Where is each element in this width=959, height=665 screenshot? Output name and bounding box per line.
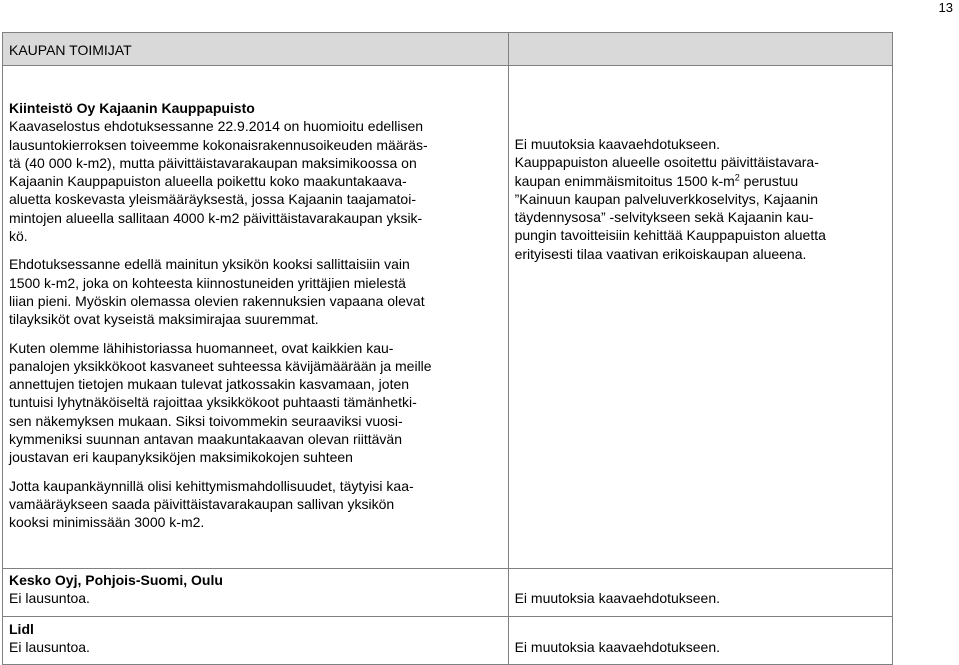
response-text: Kauppapuiston alueelle osoitettu päivittäistavara- kaupan enimmäismitoitus 1500 $k-m^2$ perustuu ”Kainuun kaupan palveluverkkoselvitys, Kajaanin täydennysosa” -selvitykseen sekä Kajaanin kau- pungin tavoitteisiin kehittää Kauppapuiston aluetta erityisesti tilaa vaativan erikoiskaupan alueena. bbox=[514, 154, 826, 262]
response-cell bbox=[508, 66, 892, 569]
comments-table bbox=[2, 32, 893, 665]
section-header-left bbox=[3, 33, 509, 66]
response-title: Ei muutoksia kaavaehdotukseen. bbox=[514, 639, 721, 655]
section-header-title: KAUPAN TOIMIJAT bbox=[9, 42, 132, 58]
table-row-lidl bbox=[3, 617, 893, 665]
page-number: 13 bbox=[938, 0, 953, 15]
statement-cell bbox=[3, 569, 509, 617]
statement-cell bbox=[3, 66, 509, 569]
response-title: Ei muutoksia kaavaehdotukseen. bbox=[514, 590, 721, 606]
table-row-kauppapuisto bbox=[3, 66, 893, 569]
org-name: Lidl bbox=[9, 621, 34, 637]
statement-paragraph-4: Jotta kaupankäynnillä olisi kehittymismahdollisuudet, täytyisi kaa- vamääräykseen saada päivittäistavarakaupan sallivan yksikön kooksi minimissään 3000 k-m2. bbox=[9, 477, 414, 531]
statement-text: Ei lausuntoa. bbox=[9, 590, 90, 607]
statement-paragraph-3: Kuten olemme lähihistoriassa huomanneet, ovat kaikkien kau- panalojen yksikkökoot kasvaneet suhteessa kävijämäärään ja meille annettujen tietojen mukaan tulevat jatkossakin kasvamaan, joten tuntuisi lyhytnäköiseltä rajoittaa yksikkökoot puhtaasti tämänhetki- sen näkemyksen mukaan. Siksi toivommekin seuraaviksi vuosi- kymmeniksi suunnan antavan maakuntakaavan olevan riittävän joustavan eri kaupanyksiköjen maksimikokojen suhteen bbox=[9, 339, 432, 466]
org-name: Kesko Oyj, Pohjois-Suomi, Oulu bbox=[9, 572, 223, 588]
statement-text: Ei lausuntoa. bbox=[9, 639, 90, 656]
statement-cell bbox=[3, 617, 509, 665]
statement-paragraph-1: Kaavaselostus ehdotuksessanne 22.9.2014 on huomioitu edellisen lausuntokierroksen toiveemme kokonaisrakennusoikeuden määräs- tä (40 000 k-m2), mutta päivittäistavarakaupan maksimikoossa on Kajaanin Kauppapuiston alueella poikettu koko maakuntakaava- aluetta koskevasta yleismääräyksestä, jossa Kajaanin taajamatoi- mintojen alueella sallitaan 4000 k-m2 päivittäistavarakaupan yksik- kö. bbox=[9, 118, 428, 245]
response-title: Ei muutoksia kaavaehdotukseen. bbox=[514, 136, 721, 152]
org-name: Kiinteistö Oy Kajaanin Kauppapuisto bbox=[9, 100, 255, 116]
statement-paragraph-2: Ehdotuksessanne edellä mainitun yksikön kooksi sallittaisiin vain 1500 k-m2, joka on kohteesta kiinnostuneiden yrittäjien mielestä liian pieni. Myöskin olemassa olevien rakennuksien vapaana olevat tilayksiköt ovat kyseistä maksimirajaa suuremmat. bbox=[9, 256, 425, 328]
section-header-right bbox=[508, 33, 892, 66]
table-row-kesko bbox=[3, 569, 893, 617]
response-cell bbox=[508, 617, 892, 665]
response-cell bbox=[508, 569, 892, 617]
